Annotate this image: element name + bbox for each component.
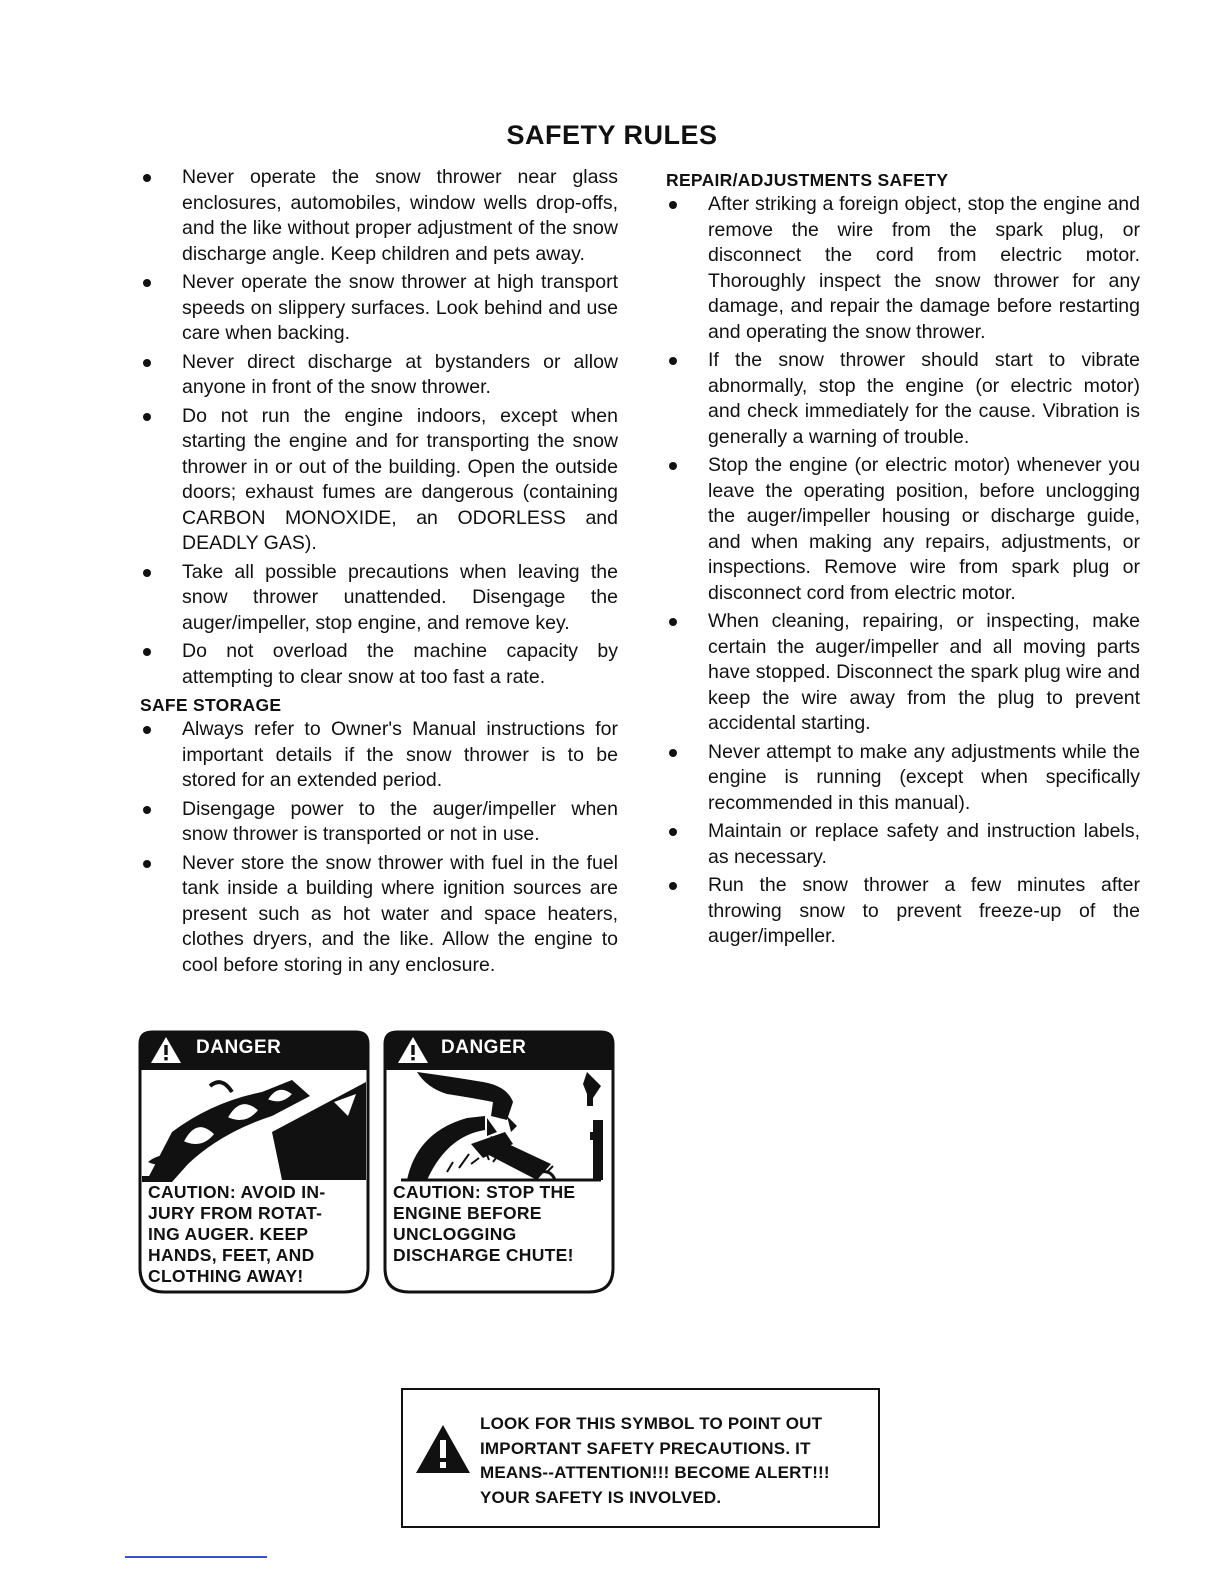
list-item: Disengage power to the auger/impeller when snow thrower is transported or not in use.	[140, 797, 618, 848]
label-caption	[393, 1182, 611, 1266]
hand-in-chute-illustration	[387, 1072, 611, 1182]
warning-triangle-icon	[397, 1036, 429, 1064]
safe-storage-heading: SAFE STORAGE	[140, 695, 282, 715]
footer-rule	[125, 1556, 267, 1558]
warning-triangle-icon	[150, 1036, 182, 1064]
caption-line: UNCLOGGING	[393, 1224, 517, 1244]
caption-line: JURY FROM ROTAT-	[148, 1203, 323, 1223]
caption-line: CAUTION: STOP THE	[393, 1182, 576, 1202]
danger-header	[383, 1030, 615, 1070]
list-item: Stop the engine (or electric motor) whenever you leave the operating position, before unclogging the auger/impeller housing or discharge guide, and when making any repairs, adjustments, or inspections. Remove wire from spark plug or disconnect cord from electric motor.	[666, 453, 1140, 606]
list-item: Never operate the snow thrower near glass enclosures, automobiles, window wells drop-offs, and the like without proper adjustment of the snow discharge angle. Keep children and pets away.	[140, 165, 618, 267]
rotating-auger-illustration	[142, 1072, 366, 1182]
caption-line: CAUTION: AVOID IN-	[148, 1182, 326, 1202]
notice-line: IMPORTANT SAFETY PRECAUTIONS. IT	[480, 1438, 811, 1458]
safe-storage-list	[140, 717, 618, 978]
list-item: Never direct discharge at bystanders or allow anyone in front of the snow thrower.	[140, 350, 618, 401]
notice-line: YOUR SAFETY IS INVOLVED.	[480, 1487, 722, 1507]
list-item: Maintain or replace safety and instruction labels, as necessary.	[666, 819, 1140, 870]
list-item: Do not overload the machine capacity by attempting to clear snow at too fast a rate.	[140, 639, 618, 690]
danger-label-auger	[138, 1030, 370, 1295]
safety-symbol-notice	[401, 1388, 880, 1528]
right-column	[666, 168, 1140, 953]
list-item: Never store the snow thrower with fuel in the fuel tank inside a building where ignition sources are present such as hot water and space heaters, clothes dryers, and the like. Allow the engine to cool before storing in any enclosure.	[140, 851, 618, 979]
label-caption	[148, 1182, 366, 1287]
caption-line: DISCHARGE CHUTE!	[393, 1245, 574, 1265]
general-rules-list	[140, 165, 618, 690]
danger-header-text: DANGER	[196, 1037, 282, 1058]
repair-safety-heading: REPAIR/ADJUSTMENTS SAFETY	[666, 170, 949, 190]
left-column	[140, 165, 618, 981]
danger-header	[138, 1030, 370, 1070]
list-item: Take all possible precautions when leaving the snow thrower unattended. Disengage the auger/impeller, stop engine, and remove key.	[140, 560, 618, 637]
list-item: After striking a foreign object, stop the engine and remove the wire from the spark plug, or disconnect the cord from electric motor. Thoroughly inspect the snow thrower for any damage, and repair the damage before restarting and operating the snow thrower.	[666, 192, 1140, 345]
list-item: Always refer to Owner's Manual instructions for important details if the snow thrower is to be stored for an extended period.	[140, 717, 618, 794]
caption-line: CLOTHING AWAY!	[148, 1266, 304, 1286]
danger-header-text: DANGER	[441, 1037, 527, 1058]
page-title: SAFETY RULES	[506, 120, 718, 150]
warning-triangle-icon	[415, 1424, 471, 1474]
caption-line: ING AUGER. KEEP	[148, 1224, 309, 1244]
repair-safety-list	[666, 192, 1140, 950]
notice-text	[480, 1412, 870, 1510]
list-item: Do not run the engine indoors, except when starting the engine and for transporting the snow thrower in or out of the building. Open the outside doors; exhaust fumes are dangerous (containing CARBON MONOXIDE, an ODORLESS and DEADLY GAS).	[140, 404, 618, 557]
list-item: When cleaning, repairing, or inspecting, make certain the auger/impeller and all moving parts have stopped. Disconnect the spark plug wire and keep the wire away from the plug to prevent accidental starting.	[666, 609, 1140, 737]
list-item: Run the snow thrower a few minutes after throwing snow to prevent freeze-up of the auger/impeller.	[666, 873, 1140, 950]
list-item: Never operate the snow thrower at high transport speeds on slippery surfaces. Look behind and use care when backing.	[140, 270, 618, 347]
caption-line: ENGINE BEFORE	[393, 1203, 542, 1223]
list-item: Never attempt to make any adjustments while the engine is running (except when specifically recommended in this manual).	[666, 740, 1140, 817]
danger-label-chute	[383, 1030, 615, 1295]
caption-line: HANDS, FEET, AND	[148, 1245, 315, 1265]
notice-line: LOOK FOR THIS SYMBOL TO POINT OUT	[480, 1414, 823, 1433]
notice-line: MEANS--ATTENTION!!! BECOME ALERT!!!	[480, 1463, 830, 1482]
list-item: If the snow thrower should start to vibrate abnormally, stop the engine (or electric motor) and check immediately for the cause. Vibration is generally a warning of trouble.	[666, 348, 1140, 450]
